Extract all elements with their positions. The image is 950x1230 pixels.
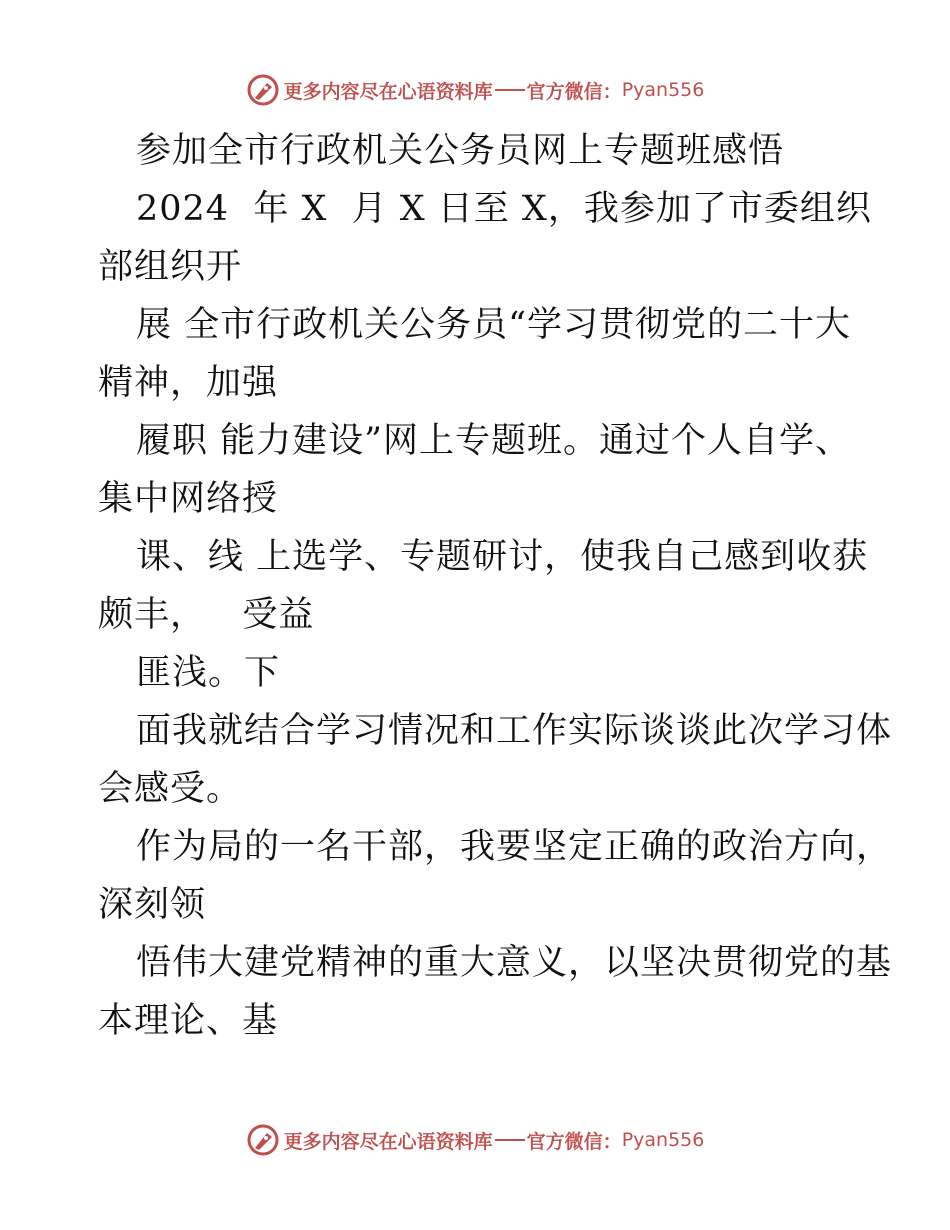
document-line: 履职 能力建设”网上专题班。通过个人自学、 (136, 421, 852, 461)
header-watermark-banner (0, 70, 950, 110)
footer-wechat-id: Pyan556 (621, 1129, 705, 1151)
document-line: 本理论、基 (98, 1001, 279, 1041)
document-line: 面我就结合学习情况和工作实际谈谈此次学习体 (136, 711, 893, 751)
document-line: 匪浅。下 (136, 653, 281, 693)
document-line: 悟伟大建党精神的重大意义，以坚决贯彻党的基 (136, 943, 893, 983)
header-brand-text: 更多内容尽在心语资料库 (283, 80, 493, 103)
footer-watermark-banner (0, 1120, 950, 1160)
document-line: 集中网络授 (98, 479, 279, 519)
document-line: 2024 年 X 月 X 日至 X，我参加了市委组织 (136, 189, 872, 229)
footer-dash (495, 1139, 525, 1141)
footer-brand-text: 更多内容尽在心语资料库 (283, 1130, 493, 1153)
pen-nib-circle-icon (246, 73, 280, 107)
document-line: 会感受。 (98, 769, 243, 809)
footer-wechat-label: 官方微信： (526, 1130, 622, 1153)
document-body (98, 122, 893, 1050)
document-line: 课、线 上选学、专题研讨，使我自己感到收获 (136, 537, 869, 577)
document-line: 部组织开 (98, 247, 243, 287)
document-line: 精神，加强 (98, 363, 279, 403)
document-line: 展 全市行政机关公务员“学习贯彻党的二十大 (136, 305, 852, 345)
document-line: 深刻领 (98, 885, 207, 925)
header-dash (495, 89, 525, 91)
document-line: 参加全市行政机关公务员网上专题班感悟 (136, 131, 785, 171)
document-line: 作为局的一名干部，我要坚定正确的政治方向， (136, 827, 893, 867)
header-wechat-id: Pyan556 (621, 79, 705, 101)
document-line: 颇丰， 受益 (98, 595, 315, 635)
pen-nib-circle-icon (246, 1123, 280, 1157)
header-wechat-label: 官方微信： (526, 80, 622, 103)
